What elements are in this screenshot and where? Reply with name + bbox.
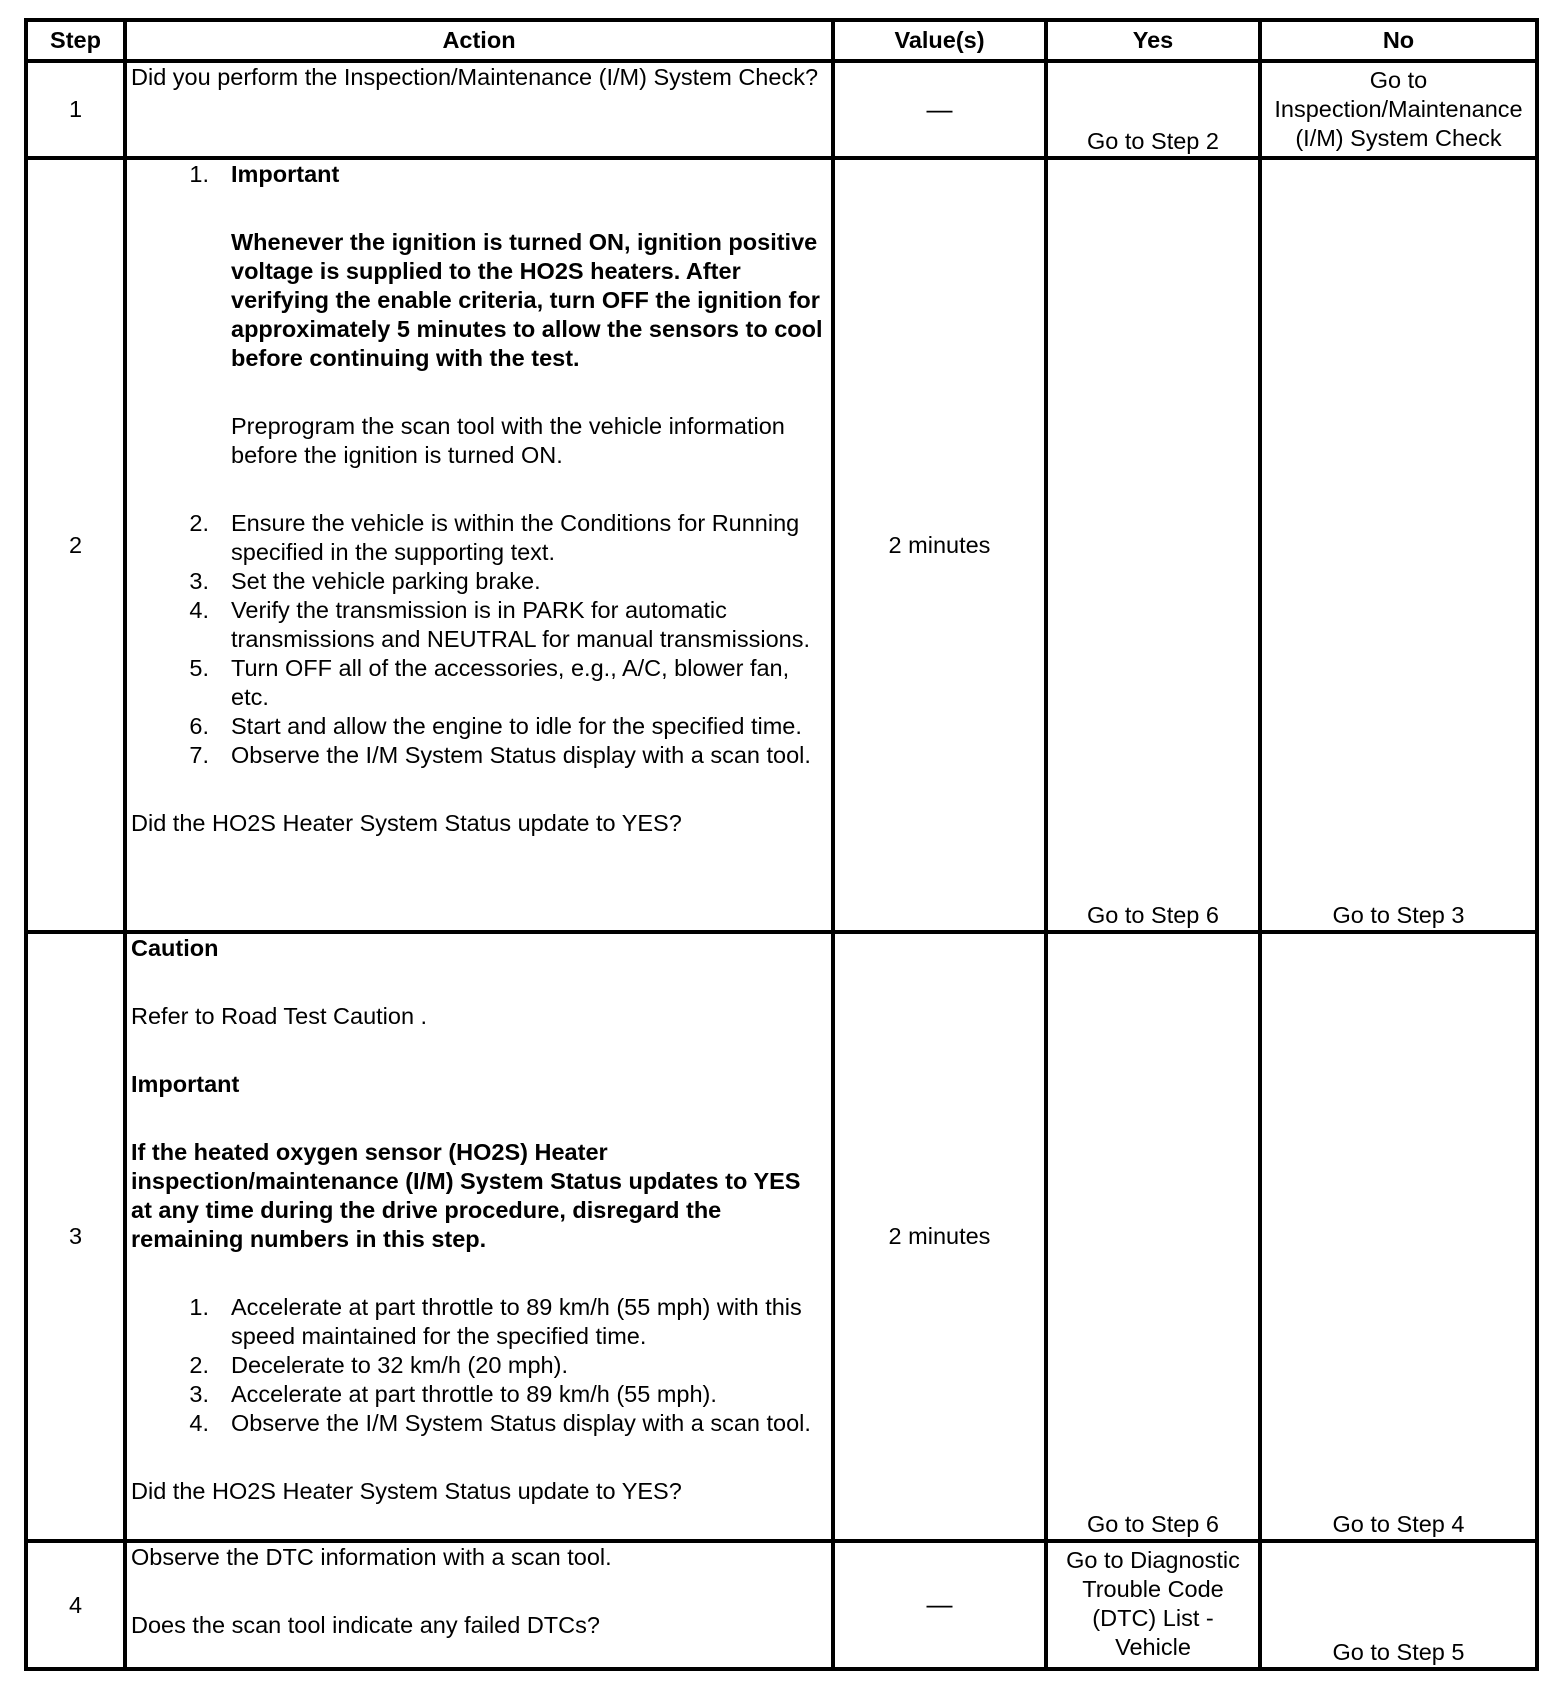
step-number: 4 xyxy=(26,1541,125,1669)
list-number: 3. xyxy=(189,568,209,594)
list-item-text: Turn OFF all of the accessories, e.g., A/C, blower fan, etc. xyxy=(231,655,790,710)
diagnostic-table xyxy=(24,18,1539,1671)
step-number: 3 xyxy=(26,932,125,1541)
list-number: 7. xyxy=(189,742,209,768)
header-values: Value(s) xyxy=(833,20,1046,61)
list-item-text: Preprogram the scan tool with the vehicle information before the ignition is turned ON. xyxy=(231,413,785,468)
action-cell xyxy=(125,1541,833,1669)
no-cell: Go to Step 3 xyxy=(1260,158,1537,932)
caution-text: Refer to Road Test Caution . xyxy=(131,1003,428,1029)
list-item-text: Observe the I/M System Status display with a scan tool. xyxy=(231,1410,811,1436)
table-row xyxy=(26,158,1537,932)
header-yes: Yes xyxy=(1046,20,1260,61)
action-text: Observe the DTC information with a scan tool. xyxy=(131,1544,612,1570)
value-cell xyxy=(833,1541,1046,1669)
list-item xyxy=(131,596,827,654)
list-item-text: Observe the I/M System Status display with a scan tool. xyxy=(231,742,811,768)
list-item xyxy=(131,1409,827,1438)
action-question: Did the HO2S Heater System Status update to YES? xyxy=(131,810,682,836)
action-cell xyxy=(125,158,833,932)
list-item-text: Start and allow the engine to idle for the specified time. xyxy=(231,713,802,739)
list-item xyxy=(131,160,827,509)
list-number: 4. xyxy=(189,1410,209,1436)
list-item xyxy=(131,654,827,712)
action-question: Did the HO2S Heater System Status update to YES? xyxy=(131,1478,682,1504)
action-cell xyxy=(125,932,833,1541)
important-note: Whenever the ignition is turned ON, ignition positive voltage is supplied to the HO2S heaters. After verifying the enable criteria, turn OFF the ignition for approximately 5 minutes to allow the sensors to cool before continuing with the test. xyxy=(231,229,823,371)
list-item xyxy=(131,509,827,567)
list-item xyxy=(131,1351,827,1380)
step-number: 1 xyxy=(26,61,125,158)
procedure-list xyxy=(131,160,827,770)
action-question: Does the scan tool indicate any failed DTCs? xyxy=(131,1612,600,1638)
yes-cell: Go to Diagnostic Trouble Code (DTC) List - Vehicle xyxy=(1046,1541,1260,1669)
list-item-text: Decelerate to 32 km/h (20 mph). xyxy=(231,1352,568,1378)
caution-heading: Caution xyxy=(131,935,219,961)
header-step: Step xyxy=(26,20,125,61)
important-note: If the heated oxygen sensor (HO2S) Heater inspection/maintenance (I/M) System Status updates to YES at any time during the drive procedure, disregard the remaining numbers in this step. xyxy=(131,1139,801,1252)
table-row xyxy=(26,1541,1537,1669)
value-cell: 2 minutes xyxy=(833,932,1046,1541)
no-cell: Go to Step 5 xyxy=(1260,1541,1537,1669)
action-question: Did you perform the Inspection/Maintenance (I/M) System Check? xyxy=(131,64,819,90)
step-number: 2 xyxy=(26,158,125,932)
list-item xyxy=(131,1293,827,1351)
list-number: 5. xyxy=(189,655,209,681)
list-number: 3. xyxy=(189,1381,209,1407)
yes-cell: Go to Step 6 xyxy=(1046,158,1260,932)
list-item xyxy=(131,741,827,770)
header-action: Action xyxy=(125,20,833,61)
no-cell: Go to Step 4 xyxy=(1260,932,1537,1541)
yes-cell: Go to Step 6 xyxy=(1046,932,1260,1541)
value-text: — xyxy=(926,93,953,124)
list-number: 6. xyxy=(189,713,209,739)
no-cell: Go to Inspection/Maintenance (I/M) System Check xyxy=(1260,61,1537,158)
list-item xyxy=(131,1380,827,1409)
list-item xyxy=(131,712,827,741)
yes-cell: Go to Step 2 xyxy=(1046,61,1260,158)
procedure-list xyxy=(131,1293,827,1438)
action-cell xyxy=(125,61,833,158)
list-item-text: Set the vehicle parking brake. xyxy=(231,568,541,594)
header-row xyxy=(26,20,1537,61)
important-heading: Important xyxy=(231,161,340,187)
list-item-text: Accelerate at part throttle to 89 km/h (55 mph). xyxy=(231,1381,717,1407)
list-item-text: Ensure the vehicle is within the Conditions for Running specified in the supporting text. xyxy=(231,510,800,565)
list-number: 2. xyxy=(189,510,209,536)
value-text: — xyxy=(926,1589,953,1619)
list-number: 1. xyxy=(189,1294,209,1320)
list-item xyxy=(131,567,827,596)
table-row xyxy=(26,61,1537,158)
list-number: 4. xyxy=(189,597,209,623)
list-number: 2. xyxy=(189,1352,209,1378)
value-cell xyxy=(833,61,1046,158)
list-item-text: Accelerate at part throttle to 89 km/h (55 mph) with this speed maintained for the specified time. xyxy=(231,1294,802,1349)
value-cell: 2 minutes xyxy=(833,158,1046,932)
list-number: 1. xyxy=(189,161,209,187)
header-no: No xyxy=(1260,20,1537,61)
table-row xyxy=(26,932,1537,1541)
list-item-text: Verify the transmission is in PARK for automatic transmissions and NEUTRAL for manual transmissions. xyxy=(231,597,810,652)
important-heading: Important xyxy=(131,1071,240,1097)
